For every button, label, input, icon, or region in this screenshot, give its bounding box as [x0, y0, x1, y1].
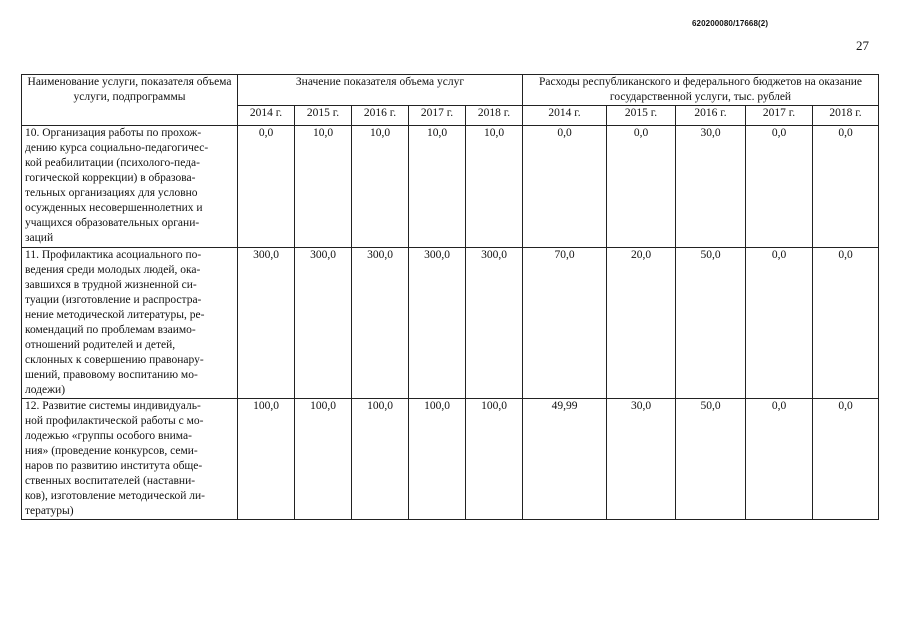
volume-value: 100,0 [295, 399, 352, 520]
volume-value: 300,0 [409, 248, 466, 399]
volume-value: 100,0 [466, 399, 523, 520]
budget-value: 0,0 [813, 126, 879, 248]
budget-value: 20,0 [607, 248, 676, 399]
budget-value: 0,0 [746, 126, 813, 248]
volume-value: 100,0 [238, 399, 295, 520]
budget-year-2018: 2018 г. [813, 106, 879, 126]
budget-value: 50,0 [676, 248, 746, 399]
budget-value: 0,0 [746, 399, 813, 520]
budget-year-2015: 2015 г. [607, 106, 676, 126]
service-name: 12. Развитие системы индивидуаль- ной профилактической работы с мо- лодежью «группы особого внима- ния» (проведение конкурсов, семи- наров по развитию института обще- ственных воспитателей (наставни- ков), изготовление методической ли- тературы) [22, 399, 238, 520]
volume-year-2016: 2016 г. [352, 106, 409, 126]
service-name: 10. Организация работы по прохож- дению курса социально-педагогичес- кой реабилитации (психолого-педа- гогической коррекции) в образова- тельных организациях для условно осужденных несовершеннолетних и учащихся образовательных органи- заций [22, 126, 238, 248]
budget-value: 0,0 [813, 399, 879, 520]
volume-value: 300,0 [352, 248, 409, 399]
group-budget-header: Расходы республиканского и федерального бюджетов на оказание государственной услуги, тыс. рублей [523, 75, 879, 106]
document-code: 620200080/17668(2) [692, 19, 769, 28]
volume-year-2017: 2017 г. [409, 106, 466, 126]
budget-value: 70,0 [523, 248, 607, 399]
volume-value: 10,0 [409, 126, 466, 248]
volume-value: 10,0 [466, 126, 523, 248]
table-row [22, 399, 879, 520]
volume-value: 10,0 [295, 126, 352, 248]
volume-value: 10,0 [352, 126, 409, 248]
volume-year-2015: 2015 г. [295, 106, 352, 126]
budget-year-2014: 2014 г. [523, 106, 607, 126]
group-volume-header: Значение показателя объема услуг [238, 75, 523, 106]
volume-value: 0,0 [238, 126, 295, 248]
col-name-header: Наименование услуги, показателя объема услуги, подпрограммы [22, 75, 238, 126]
volume-value: 300,0 [466, 248, 523, 399]
budget-value: 0,0 [813, 248, 879, 399]
service-name: 11. Профилактика асоциального по- ведения среди молодых людей, ока- завшихся в трудной жизненной си- туации (изготовление и распростра- нение методической литературы, ре- комендаций по проблемам взаимо- отношений родителей и детей, склонных к совершению правонару- шений, правовому воспитанию мо- лодежи) [22, 248, 238, 399]
budget-value: 49,99 [523, 399, 607, 520]
page-number: 27 [856, 38, 869, 53]
budget-value: 0,0 [607, 126, 676, 248]
volume-value: 100,0 [352, 399, 409, 520]
volume-year-2014: 2014 г. [238, 106, 295, 126]
budget-year-2017: 2017 г. [746, 106, 813, 126]
volume-value: 100,0 [409, 399, 466, 520]
budget-value: 30,0 [676, 126, 746, 248]
volume-value: 300,0 [238, 248, 295, 399]
table-row [22, 126, 879, 248]
services-table [21, 74, 879, 520]
volume-value: 300,0 [295, 248, 352, 399]
budget-year-2016: 2016 г. [676, 106, 746, 126]
budget-value: 30,0 [607, 399, 676, 520]
budget-value: 0,0 [523, 126, 607, 248]
table-row [22, 248, 879, 399]
budget-value: 50,0 [676, 399, 746, 520]
header-row-groups [22, 75, 879, 106]
budget-value: 0,0 [746, 248, 813, 399]
volume-year-2018: 2018 г. [466, 106, 523, 126]
